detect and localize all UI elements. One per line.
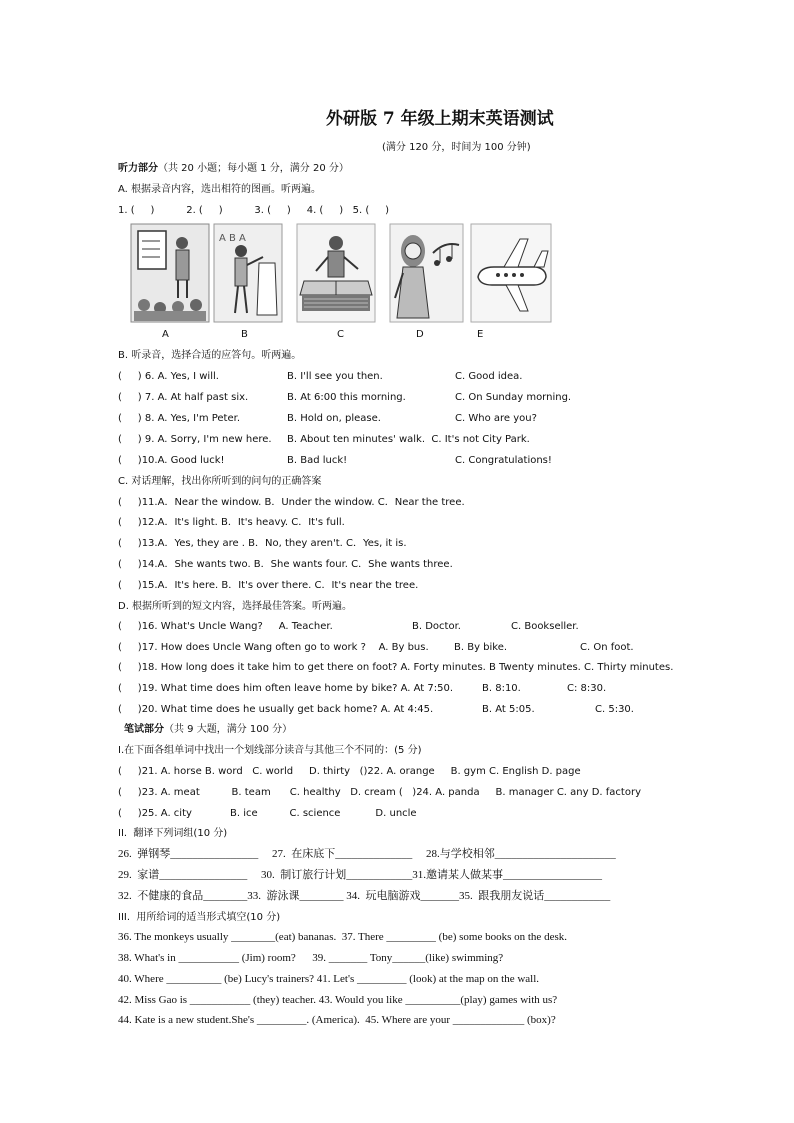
question-row: ( ) 7. A. At half past six. B. At 6:00 this morning. C. On Sunday morning. [118, 392, 572, 403]
question-row: 40. Where __________ (be) Lucy's trainers? 41. Let's _________ (look) at the map on the wall. [118, 973, 540, 985]
picture-label: A [162, 329, 169, 340]
question-row: ( )20. What time does he usually get back home? A. At 4:45. B. At 5:05. C. 5:30. [118, 704, 634, 715]
question-row: 42. Miss Gao is ___________ (they) teacher. 43. Would you like __________(play) games with us? [118, 994, 558, 1006]
question-row: ( )21. A. horse B. word C. world D. thirty ()22. A. orange B. gym C. English D. page [118, 766, 581, 777]
picture-d-singer-image [389, 223, 464, 323]
question-row: ( )16. What's Uncle Wang? A. Teacher. B. Doctor. C. Bookseller. [118, 621, 579, 632]
question-row: 29. 家谱________________ 30. 制订旅行计划____________31.邀请某人做某事__________________ [118, 869, 602, 881]
partA-blanks: 1. ( ) 2. ( ) 3. ( ) 4. ( ) 5. ( ) [118, 205, 390, 216]
picture-a-classroom-image [130, 223, 210, 323]
picture-c-pingpong-image [296, 223, 376, 323]
svg-text:A B A: A B A [219, 233, 246, 244]
picture-e-airplane-image [470, 223, 552, 323]
writing-heading [124, 723, 292, 736]
question-row: ( )14.A．She wants two. B．She wants four. C．She wants three. [118, 559, 453, 570]
picture-label: C [337, 329, 344, 340]
question-row: ( ) 8. A. Yes, I'm Peter. B. Hold on, please. C. Who are you? [118, 413, 537, 424]
picture-b-painter-image [213, 223, 283, 323]
question-row: ( ) 6. A. Yes, I will. B. I'll see you then. C. Good idea. [118, 371, 523, 382]
question-row: 26. 弹钢琴________________ 27. 在床底下______________ 28.与学校相邻______________________ [118, 848, 616, 860]
question-row: ( )13.A．Yes, they are . B．No, they aren't. C．Yes, it is. [118, 538, 407, 549]
question-row: ( )17. How does Uncle Wang often go to work ? A. By bus. B. By bike. C. On foot. [118, 642, 634, 653]
listening-heading [118, 162, 349, 175]
question-row: 44. Kate is a new student.She's _________. (America). 45. Where are your _____________ (box)? [118, 1014, 556, 1026]
page-subtitle: (满分 120 分，时间为 100 分钟) [382, 142, 531, 153]
question-row: ( )15.A．It's here. B．It's over there. C．It's near the tree. [118, 580, 419, 591]
question-row: ( )19. What time does him often leave home by bike? A. At 7:50. B. 8:10. C: 8:30. [118, 683, 607, 694]
question-row: ( )10.A. Good luck! B. Bad luck! C. Congratulations! [118, 455, 552, 466]
section1-instruction: I.在下面各组单词中找出一个划线部分读音与其他三个不同的：(5 分) [118, 745, 422, 756]
picture-label: B [241, 329, 248, 340]
partB-instruction: B. 听录音，选择合适的应答句。听两遍。 [118, 350, 302, 361]
question-row: ( ) 9. A. Sorry, I'm new here. B. About ten minutes' walk. C. It's not City Park. [118, 434, 530, 445]
picture-label: D [416, 329, 424, 340]
section3-instruction: III. 用所给词的适当形式填空(10 分) [118, 912, 281, 923]
page-title: 外研版 7 年级上期末英语测试 [326, 109, 554, 129]
partC-instruction: C. 对话理解，找出你所听到的问句的正确答案 [118, 476, 322, 487]
listening-heading-note: （共 20 小题；每小题 1 分，满分 20 分） [158, 163, 349, 174]
question-row: ( )18. How long does it take him to get there on foot? A. Forty minutes. B Twenty minutes. C. Thirty minutes. [118, 662, 674, 673]
question-row: 38. What's in ___________ (Jim) room? 39. _______ Tony______(like) swimming? [118, 952, 504, 964]
question-row: 32. 不健康的食品________33. 游泳课________ 34. 玩电脑游戏_______35. 跟我朋友说话____________ [118, 890, 611, 902]
question-row: 36. The monkeys usually ________(eat) bananas. 37. There _________ (be) some books on the desk. [118, 931, 567, 943]
listening-heading-label: 听力部分 [118, 163, 158, 174]
question-row: ( )12.A．It's light. B．It's heavy. C．It's full. [118, 517, 345, 528]
picture-label: E [477, 329, 484, 340]
question-row: ( )11.A．Near the window. B．Under the window. C．Near the tree. [118, 497, 465, 508]
section2-instruction: II. 翻译下列词组(10 分) [118, 828, 228, 839]
question-row: ( )23. A. meat B. team C. healthy D. cream ( )24. A. panda B. manager C. any D. factory [118, 787, 642, 798]
writing-heading-note: （共 9 大题，满分 100 分） [164, 724, 293, 735]
question-row: ( )25. A. city B. ice C. science D. uncle [118, 808, 417, 819]
writing-heading-label: 笔试部分 [124, 724, 164, 735]
partD-instruction: D. 根据所听到的短文内容，选择最佳答案。听两遍。 [118, 601, 353, 612]
partA-instruction: A. 根据录音内容，选出相符的图画。听两遍。 [118, 184, 322, 195]
